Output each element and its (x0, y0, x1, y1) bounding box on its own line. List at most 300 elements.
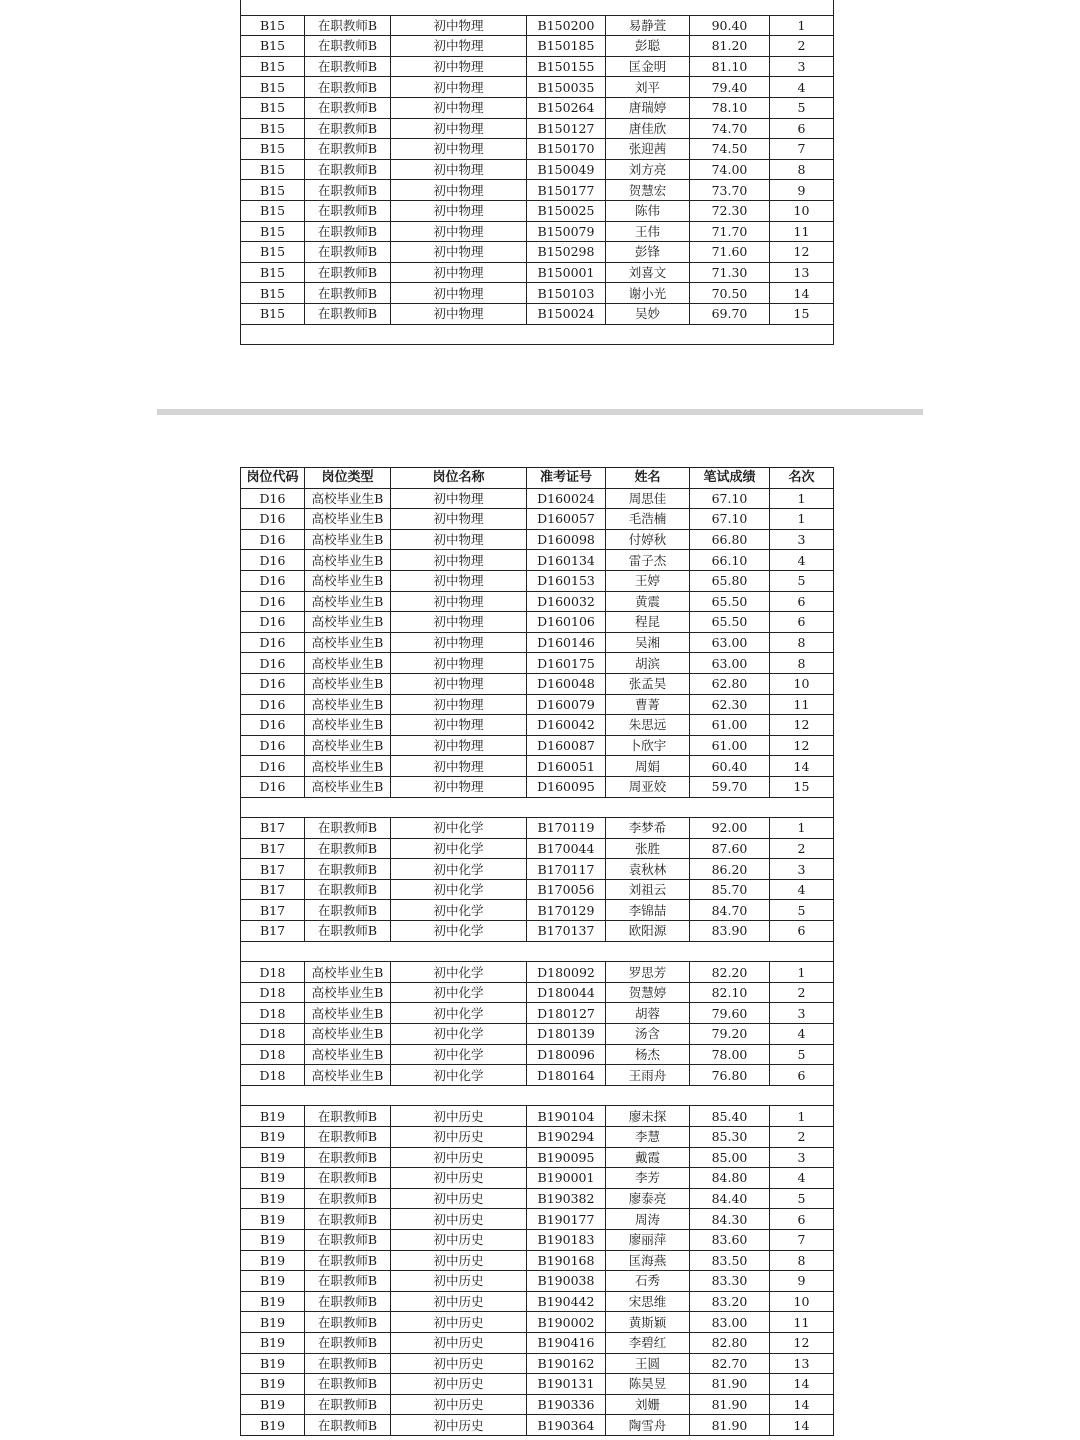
table-row (241, 632, 834, 653)
cell-name: 雷子杰 (606, 550, 690, 571)
cell-post-type: 在职教师B (305, 1332, 391, 1353)
table-row (241, 550, 834, 571)
cell-post-type: 在职教师B (305, 1271, 391, 1292)
table-row (241, 242, 834, 263)
cell-post-type: 在职教师B (305, 1353, 391, 1374)
cell-post-type: 高校毕业生B (305, 982, 391, 1003)
cell-rank: 5 (770, 97, 834, 118)
cell-post-code: B15 (241, 303, 305, 324)
table-row (241, 1188, 834, 1209)
cell-post-type: 高校毕业生B (305, 735, 391, 756)
cell-post-code: B19 (241, 1168, 305, 1189)
cell-post-code: B15 (241, 36, 305, 57)
cell-rank: 13 (770, 262, 834, 283)
table-row (241, 1291, 834, 1312)
cell-name: 张孟昊 (606, 673, 690, 694)
cell-post-type: 高校毕业生B (305, 612, 391, 633)
cell-post-name: 初中物理 (391, 303, 527, 324)
table-row (241, 488, 834, 509)
cell-written-score: 82.20 (690, 962, 770, 983)
cell-post-code: B17 (241, 838, 305, 859)
table-row (241, 36, 834, 57)
cell-post-name: 初中历史 (391, 1291, 527, 1312)
cell-post-name: 初中物理 (391, 673, 527, 694)
table-row (241, 653, 834, 674)
cell-written-score: 62.30 (690, 694, 770, 715)
cell-name: 胡蓉 (606, 1003, 690, 1024)
cell-post-type: 在职教师B (305, 1374, 391, 1395)
cell-post-type: 高校毕业生B (305, 653, 391, 674)
cell-ticket-number: B190177 (527, 1209, 606, 1230)
cell-post-type: 在职教师B (305, 262, 391, 283)
cell-post-code: B15 (241, 242, 305, 263)
cell-post-code: B15 (241, 97, 305, 118)
cell-written-score: 67.10 (690, 488, 770, 509)
cell-post-type: 高校毕业生B (305, 591, 391, 612)
cell-post-code: B19 (241, 1312, 305, 1333)
cell-post-code: D16 (241, 509, 305, 530)
cell-written-score: 65.80 (690, 570, 770, 591)
table-row (241, 838, 834, 859)
spacer-cell (241, 941, 834, 962)
cell-post-type: 在职教师B (305, 36, 391, 57)
cell-ticket-number: D180139 (527, 1024, 606, 1045)
cell-ticket-number: B150049 (527, 159, 606, 180)
cell-name: 石秀 (606, 1271, 690, 1292)
cell-post-name: 初中历史 (391, 1271, 527, 1292)
cell-rank: 12 (770, 242, 834, 263)
table-row (241, 591, 834, 612)
cell-post-code: B15 (241, 262, 305, 283)
cell-post-name: 初中历史 (391, 1332, 527, 1353)
cell-ticket-number: D180044 (527, 982, 606, 1003)
cell-post-code: B15 (241, 200, 305, 221)
cell-ticket-number: D160098 (527, 529, 606, 550)
cell-name: 彭锋 (606, 242, 690, 263)
cell-post-code: D16 (241, 715, 305, 736)
cell-name: 宋思维 (606, 1291, 690, 1312)
cell-post-name: 初中物理 (391, 221, 527, 242)
cell-post-type: 在职教师B (305, 1415, 391, 1436)
spacer-cell (241, 0, 834, 15)
cell-post-type: 在职教师B (305, 879, 391, 900)
cell-name: 黄斯颖 (606, 1312, 690, 1333)
table-row (241, 735, 834, 756)
cell-name: 付婷秋 (606, 529, 690, 550)
table-row (241, 1250, 834, 1271)
cell-post-type: 在职教师B (305, 1312, 391, 1333)
cell-written-score: 81.10 (690, 56, 770, 77)
cell-ticket-number: B170117 (527, 859, 606, 880)
cell-written-score: 78.10 (690, 97, 770, 118)
cell-name: 袁秋林 (606, 859, 690, 880)
cell-post-code: B19 (241, 1415, 305, 1436)
cell-post-type: 在职教师B (305, 303, 391, 324)
cell-written-score: 92.00 (690, 818, 770, 839)
cell-rank: 8 (770, 653, 834, 674)
cell-name: 周涛 (606, 1209, 690, 1230)
cell-post-name: 初中化学 (391, 982, 527, 1003)
cell-written-score: 81.90 (690, 1374, 770, 1395)
cell-written-score: 74.00 (690, 159, 770, 180)
table-row (241, 776, 834, 797)
cell-post-name: 初中化学 (391, 879, 527, 900)
cell-post-code: B19 (241, 1394, 305, 1415)
spacer-row (241, 797, 834, 818)
cell-post-code: B19 (241, 1250, 305, 1271)
cell-post-type: 高校毕业生B (305, 509, 391, 530)
cell-ticket-number: B150001 (527, 262, 606, 283)
cell-post-code: B19 (241, 1188, 305, 1209)
table-row (241, 818, 834, 839)
cell-post-name: 初中物理 (391, 756, 527, 777)
cell-rank: 8 (770, 1250, 834, 1271)
cell-post-name: 初中化学 (391, 1003, 527, 1024)
cell-rank: 6 (770, 591, 834, 612)
cell-name: 匡金明 (606, 56, 690, 77)
cell-post-code: B19 (241, 1291, 305, 1312)
table-row (241, 97, 834, 118)
cell-ticket-number: B190382 (527, 1188, 606, 1209)
cell-post-code: B19 (241, 1106, 305, 1127)
table-row (241, 1003, 834, 1024)
table-row (241, 1106, 834, 1127)
cell-post-name: 初中化学 (391, 1024, 527, 1045)
cell-ticket-number: B150177 (527, 180, 606, 201)
table-row (241, 221, 834, 242)
table-row (241, 612, 834, 633)
spacer-row (241, 941, 834, 962)
cell-ticket-number: D160087 (527, 735, 606, 756)
cell-post-type: 在职教师B (305, 1127, 391, 1148)
cell-post-code: B17 (241, 859, 305, 880)
cell-name: 廖未探 (606, 1106, 690, 1127)
cell-post-name: 初中物理 (391, 509, 527, 530)
cell-written-score: 86.20 (690, 859, 770, 880)
cell-post-code: D18 (241, 1065, 305, 1086)
cell-name: 周思佳 (606, 488, 690, 509)
cell-ticket-number: B150264 (527, 97, 606, 118)
cell-post-type: 在职教师B (305, 159, 391, 180)
cell-post-code: D16 (241, 653, 305, 674)
cell-post-name: 初中物理 (391, 776, 527, 797)
cell-name: 吴妙 (606, 303, 690, 324)
cell-post-code: B15 (241, 180, 305, 201)
table-row (241, 529, 834, 550)
cell-written-score: 81.20 (690, 36, 770, 57)
cell-rank: 1 (770, 509, 834, 530)
cell-ticket-number: D160042 (527, 715, 606, 736)
cell-rank: 4 (770, 1168, 834, 1189)
cell-post-type: 高校毕业生B (305, 488, 391, 509)
cell-written-score: 83.20 (690, 1291, 770, 1312)
cell-rank: 14 (770, 1374, 834, 1395)
cell-name: 张迎茜 (606, 139, 690, 160)
cell-rank: 14 (770, 756, 834, 777)
cell-rank: 14 (770, 1415, 834, 1436)
cell-written-score: 63.00 (690, 632, 770, 653)
cell-rank: 11 (770, 1312, 834, 1333)
cell-name: 罗思芳 (606, 962, 690, 983)
cell-name: 刘祖云 (606, 879, 690, 900)
cell-post-name: 初中历史 (391, 1229, 527, 1250)
cell-rank: 10 (770, 673, 834, 694)
cell-post-type: 高校毕业生B (305, 632, 391, 653)
cell-rank: 6 (770, 921, 834, 942)
cell-written-score: 79.20 (690, 1024, 770, 1045)
cell-post-type: 在职教师B (305, 139, 391, 160)
cell-name: 胡滨 (606, 653, 690, 674)
table-row (241, 1024, 834, 1045)
cell-post-code: B19 (241, 1229, 305, 1250)
cell-ticket-number: B190442 (527, 1291, 606, 1312)
cell-rank: 1 (770, 962, 834, 983)
cell-rank: 6 (770, 1209, 834, 1230)
cell-name: 黄震 (606, 591, 690, 612)
cell-post-code: D16 (241, 529, 305, 550)
cell-post-name: 初中历史 (391, 1106, 527, 1127)
table-row (241, 283, 834, 304)
cell-written-score: 83.00 (690, 1312, 770, 1333)
cell-name: 王雨舟 (606, 1065, 690, 1086)
cell-written-score: 61.00 (690, 715, 770, 736)
cell-name: 唐佳欣 (606, 118, 690, 139)
cell-post-name: 初中历史 (391, 1188, 527, 1209)
table-row (241, 756, 834, 777)
cell-ticket-number: D180096 (527, 1044, 606, 1065)
cell-ticket-number: D160048 (527, 673, 606, 694)
cell-post-type: 高校毕业生B (305, 550, 391, 571)
cell-post-name: 初中历史 (391, 1415, 527, 1436)
cell-post-name: 初中物理 (391, 570, 527, 591)
cell-rank: 3 (770, 56, 834, 77)
cell-rank: 8 (770, 632, 834, 653)
cell-rank: 10 (770, 1291, 834, 1312)
cell-rank: 5 (770, 1188, 834, 1209)
cell-written-score: 67.10 (690, 509, 770, 530)
cell-ticket-number: D160146 (527, 632, 606, 653)
cell-written-score: 85.70 (690, 879, 770, 900)
cell-post-type: 在职教师B (305, 1147, 391, 1168)
cell-post-name: 初中物理 (391, 529, 527, 550)
table-row (241, 15, 834, 36)
cell-post-name: 初中化学 (391, 921, 527, 942)
cell-written-score: 74.70 (690, 118, 770, 139)
cell-post-type: 在职教师B (305, 200, 391, 221)
cell-rank: 4 (770, 879, 834, 900)
cell-post-code: D18 (241, 1044, 305, 1065)
cell-post-name: 初中物理 (391, 77, 527, 98)
cell-name: 欧阳源 (606, 921, 690, 942)
cell-post-name: 初中化学 (391, 818, 527, 839)
cell-post-name: 初中历史 (391, 1147, 527, 1168)
spacer-cell (241, 324, 834, 345)
cell-ticket-number: D180164 (527, 1065, 606, 1086)
cell-ticket-number: B190095 (527, 1147, 606, 1168)
cell-name: 朱思远 (606, 715, 690, 736)
cell-written-score: 59.70 (690, 776, 770, 797)
cell-rank: 5 (770, 570, 834, 591)
cell-post-name: 初中化学 (391, 838, 527, 859)
cell-post-code: D16 (241, 591, 305, 612)
cell-post-name: 初中历史 (391, 1250, 527, 1271)
cell-ticket-number: B150298 (527, 242, 606, 263)
cell-written-score: 79.40 (690, 77, 770, 98)
cell-rank: 9 (770, 180, 834, 201)
cell-rank: 2 (770, 36, 834, 57)
spacer-row (241, 1085, 834, 1106)
cell-ticket-number: B170119 (527, 818, 606, 839)
table-row (241, 1353, 834, 1374)
cell-written-score: 83.30 (690, 1271, 770, 1292)
cell-post-name: 初中物理 (391, 56, 527, 77)
cell-name: 李碧红 (606, 1332, 690, 1353)
cell-rank: 11 (770, 694, 834, 715)
cell-post-name: 初中物理 (391, 612, 527, 633)
cell-rank: 3 (770, 1147, 834, 1168)
cell-post-type: 在职教师B (305, 1394, 391, 1415)
cell-name: 王婷 (606, 570, 690, 591)
cell-ticket-number: B190001 (527, 1168, 606, 1189)
cell-post-name: 初中物理 (391, 15, 527, 36)
cell-name: 唐瑞婷 (606, 97, 690, 118)
cell-written-score: 65.50 (690, 612, 770, 633)
cell-name: 谢小光 (606, 283, 690, 304)
spacer-cell (241, 1085, 834, 1106)
table-row (241, 56, 834, 77)
cell-rank: 12 (770, 735, 834, 756)
cell-post-type: 在职教师B (305, 1106, 391, 1127)
cell-post-code: B19 (241, 1332, 305, 1353)
spacer-cell (241, 797, 834, 818)
bottom-table-body (241, 488, 834, 1435)
cell-name: 刘方亮 (606, 159, 690, 180)
cell-written-score: 85.40 (690, 1106, 770, 1127)
cell-post-name: 初中物理 (391, 632, 527, 653)
cell-rank: 4 (770, 1024, 834, 1045)
cell-written-score: 72.30 (690, 200, 770, 221)
cell-ticket-number: D160079 (527, 694, 606, 715)
cell-post-name: 初中化学 (391, 859, 527, 880)
cell-post-name: 初中化学 (391, 962, 527, 983)
cell-post-type: 高校毕业生B (305, 1024, 391, 1045)
cell-post-type: 高校毕业生B (305, 673, 391, 694)
cell-post-name: 初中物理 (391, 715, 527, 736)
cell-written-score: 66.80 (690, 529, 770, 550)
cell-post-type: 在职教师B (305, 56, 391, 77)
cell-post-type: 高校毕业生B (305, 962, 391, 983)
cell-written-score: 84.40 (690, 1188, 770, 1209)
cell-post-code: D16 (241, 756, 305, 777)
cell-written-score: 82.80 (690, 1332, 770, 1353)
cell-post-type: 高校毕业生B (305, 1044, 391, 1065)
cell-rank: 1 (770, 1106, 834, 1127)
cell-name: 毛浩楠 (606, 509, 690, 530)
cell-post-name: 初中物理 (391, 159, 527, 180)
cell-post-code: D18 (241, 982, 305, 1003)
cell-written-score: 85.30 (690, 1127, 770, 1148)
cell-post-code: B17 (241, 818, 305, 839)
cell-written-score: 71.70 (690, 221, 770, 242)
header-written-score: 笔试成绩 (690, 468, 770, 489)
cell-written-score: 85.00 (690, 1147, 770, 1168)
cell-written-score: 73.70 (690, 180, 770, 201)
cell-post-name: 初中历史 (391, 1312, 527, 1333)
cell-post-name: 初中物理 (391, 97, 527, 118)
table-row (241, 1229, 834, 1250)
cell-rank: 12 (770, 715, 834, 736)
cell-rank: 1 (770, 15, 834, 36)
cell-written-score: 74.50 (690, 139, 770, 160)
cell-post-code: D16 (241, 776, 305, 797)
table-row (241, 77, 834, 98)
cell-post-code: B17 (241, 879, 305, 900)
table-row (241, 1374, 834, 1395)
cell-written-score: 84.70 (690, 900, 770, 921)
cell-post-type: 在职教师B (305, 1229, 391, 1250)
cell-ticket-number: B190183 (527, 1229, 606, 1250)
table-row (241, 694, 834, 715)
cell-ticket-number: D160106 (527, 612, 606, 633)
cell-post-type: 在职教师B (305, 859, 391, 880)
cell-post-name: 初中物理 (391, 735, 527, 756)
cell-post-name: 初中物理 (391, 550, 527, 571)
cell-post-type: 高校毕业生B (305, 715, 391, 736)
cell-post-type: 在职教师B (305, 1291, 391, 1312)
cell-ticket-number: B190416 (527, 1332, 606, 1353)
cell-ticket-number: D160134 (527, 550, 606, 571)
table-row (241, 159, 834, 180)
cell-ticket-number: B150127 (527, 118, 606, 139)
cell-post-code: B15 (241, 56, 305, 77)
cell-written-score: 71.30 (690, 262, 770, 283)
cell-post-type: 在职教师B (305, 818, 391, 839)
cell-post-type: 在职教师B (305, 1168, 391, 1189)
cell-name: 李慧 (606, 1127, 690, 1148)
table-row (241, 180, 834, 201)
table-row (241, 673, 834, 694)
cell-name: 陈伟 (606, 200, 690, 221)
cell-post-type: 在职教师B (305, 221, 391, 242)
cell-post-name: 初中物理 (391, 262, 527, 283)
cell-post-type: 在职教师B (305, 1209, 391, 1230)
cell-written-score: 76.80 (690, 1065, 770, 1086)
cell-post-type: 高校毕业生B (305, 776, 391, 797)
cell-post-type: 高校毕业生B (305, 1003, 391, 1024)
cell-post-name: 初中物理 (391, 118, 527, 139)
cell-post-type: 高校毕业生B (305, 570, 391, 591)
cell-ticket-number: D160032 (527, 591, 606, 612)
cell-written-score: 87.60 (690, 838, 770, 859)
cell-written-score: 66.10 (690, 550, 770, 571)
cell-name: 汤含 (606, 1024, 690, 1045)
cell-post-name: 初中历史 (391, 1209, 527, 1230)
cell-written-score: 63.00 (690, 653, 770, 674)
cell-rank: 14 (770, 283, 834, 304)
cell-rank: 15 (770, 303, 834, 324)
cell-rank: 3 (770, 1003, 834, 1024)
cell-post-type: 在职教师B (305, 97, 391, 118)
cell-written-score: 71.60 (690, 242, 770, 263)
cell-ticket-number: B150185 (527, 36, 606, 57)
cell-ticket-number: D160175 (527, 653, 606, 674)
cell-post-code: B19 (241, 1147, 305, 1168)
cell-ticket-number: B190038 (527, 1271, 606, 1292)
cell-ticket-number: B150200 (527, 15, 606, 36)
cell-ticket-number: B190104 (527, 1106, 606, 1127)
cell-ticket-number: B170056 (527, 879, 606, 900)
cell-ticket-number: B190364 (527, 1415, 606, 1436)
